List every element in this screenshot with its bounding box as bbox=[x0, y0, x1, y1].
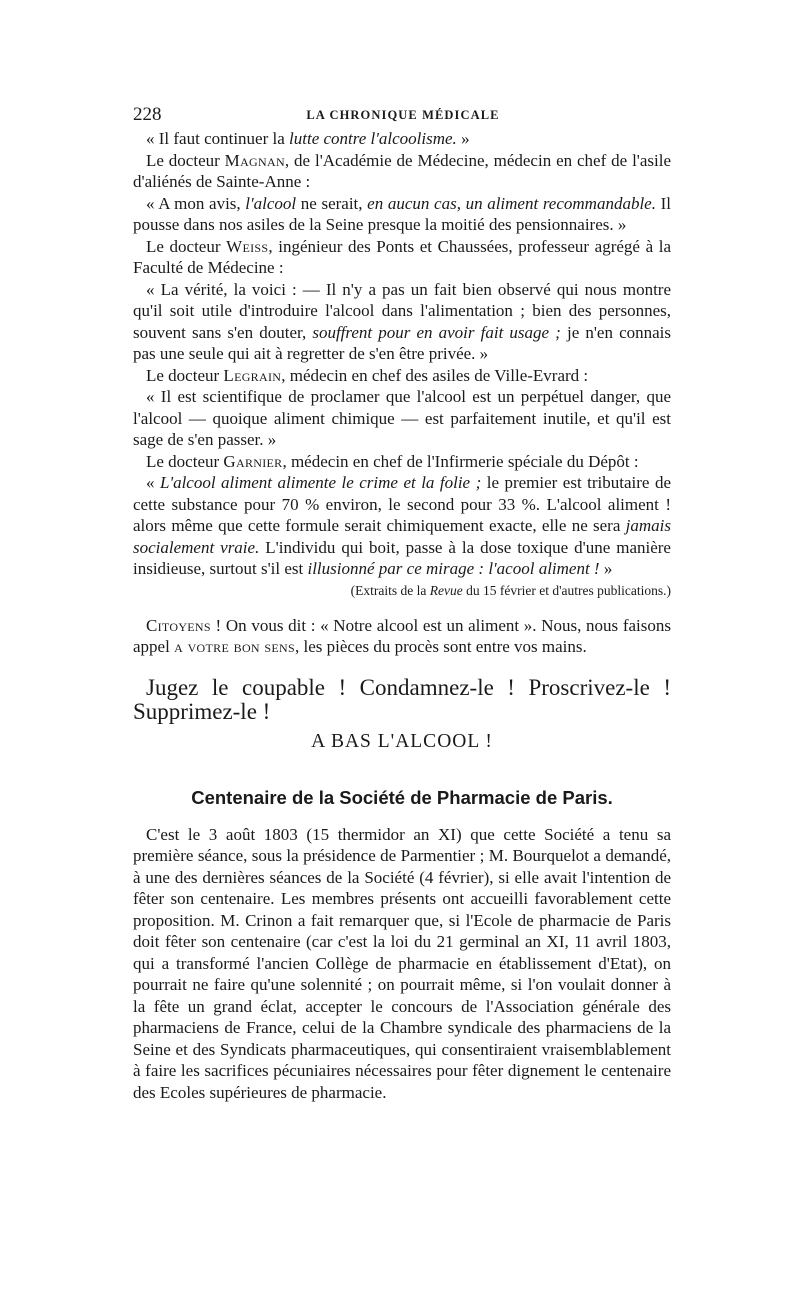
section-paragraph: C'est le 3 août 1803 (15 thermidor an XI) que cette Société a tenu sa première séance, sous la présidence de Parmentier ; M. Bourquelot a demandé, à une des dernières séances de la Société (4 février), si elle avait l'intention de fêter son centenaire. Les membres présents ont accueilli favorablement cette proposition. M. Crinon a fait remarquer que, si l'Ecole de pharmacie de Paris doit fêter son centenaire (car c'est la loi du 21 germinal an XI, 11 avril 1803, qui a transformé l'ancien Collège de pharmacie en établissement d'Etat), on pourrait ne faire qu'une solennité ; on pourrait même, si l'on voulait donner à la fête un grand éclat, accepter le concours de l'Association générale des pharmaciens de France, celui de la Chambre syndicale des pharmaciens de la Seine et des Syndicats pharmaceutiques, qui consentiraient vraisemblablement à faire les sacrifices pécuniaires nécessaires pour fêter dignement le centenaire des Ecoles supérieures de pharmacie. bbox=[133, 824, 671, 1102]
author-intro-magnan: Le docteur Magnan, de l'Académie de Médecine, médecin en chef de l'asile d'aliénés de Sainte-Anne : bbox=[133, 150, 672, 191]
page-header bbox=[133, 104, 671, 128]
page-number: 228 bbox=[133, 104, 162, 125]
section-title: Centenaire de la Société de Pharmacie de Paris. bbox=[191, 786, 613, 808]
quote-paragraph: « Il est scientifique de proclamer que l'alcool est un perpétuel danger, que l'alcool — quoique aliment chimique — est parfaitement inutile, et qu'il est sage de s'en passer. » bbox=[133, 387, 671, 449]
quote-paragraph: « La vérité, la voici : — Il n'y a pas un fait bien observé qui nous montre qu'il soit utile d'introduire l'alcool dans l'alimentation ; bien des personnes, souvent sans s'en douter, souffrent pour en avoir fait usage ; je n'en connais pas une seule qui ait à regretter de s'en être privée. » bbox=[133, 279, 671, 363]
quote-paragraph: « L'alcool aliment alimente le crime et la folie ; le premier est tributaire de cette substance pour 70 % environ, le second pour 33 %. L'alcool aliment ! alors même que cette formule serait chimiquement exacte, elle ne sera jamais socialement vraie. L'individu qui boit, passe à la dose toxique d'une manière insidieuse, surtout s'il est illusionné par ce mirage : l'acool aliment ! » bbox=[133, 473, 671, 578]
quote-paragraph: « Il faut continuer la lutte contre l'alcoolisme. » bbox=[146, 129, 470, 148]
author-intro-legrain: Le docteur Legrain, médecin en chef des asiles de Ville-Evrard : bbox=[146, 365, 589, 385]
slogan: Jugez le coupable ! Condamnez-le ! Proscrivez-le ! Supprimez-le ! bbox=[133, 674, 671, 724]
quote-paragraph: « A mon avis, l'alcool ne serait, en aucun cas, un aliment recommandable. Il pousse dans nos asiles de la Seine presque la moitié des pensionnaires. » bbox=[133, 193, 672, 234]
source-citation: (Extraits de la Revue du 15 février et d'autres publications.) bbox=[350, 582, 671, 598]
citoyens-paragraph: Citoyens ! On vous dit : « Notre alcool est un aliment ». Nous, nous faisons appel a votre bon sens, les pièces du procès sont entre vos mains. bbox=[133, 615, 671, 656]
running-title: LA CHRONIQUE MÉDICALE bbox=[306, 108, 500, 122]
author-intro-weiss: Le docteur Weiss, ingénieur des Ponts et Chaussées, professeur agrégé à la Faculté de Médecine : bbox=[133, 236, 671, 277]
page-body bbox=[133, 128, 671, 1103]
author-intro-garnier: Le docteur Garnier, médecin en chef de l'Infirmerie spéciale du Dépôt : bbox=[146, 451, 639, 471]
a-bas-alcool: A BAS L'ALCOOL ! bbox=[311, 730, 493, 752]
